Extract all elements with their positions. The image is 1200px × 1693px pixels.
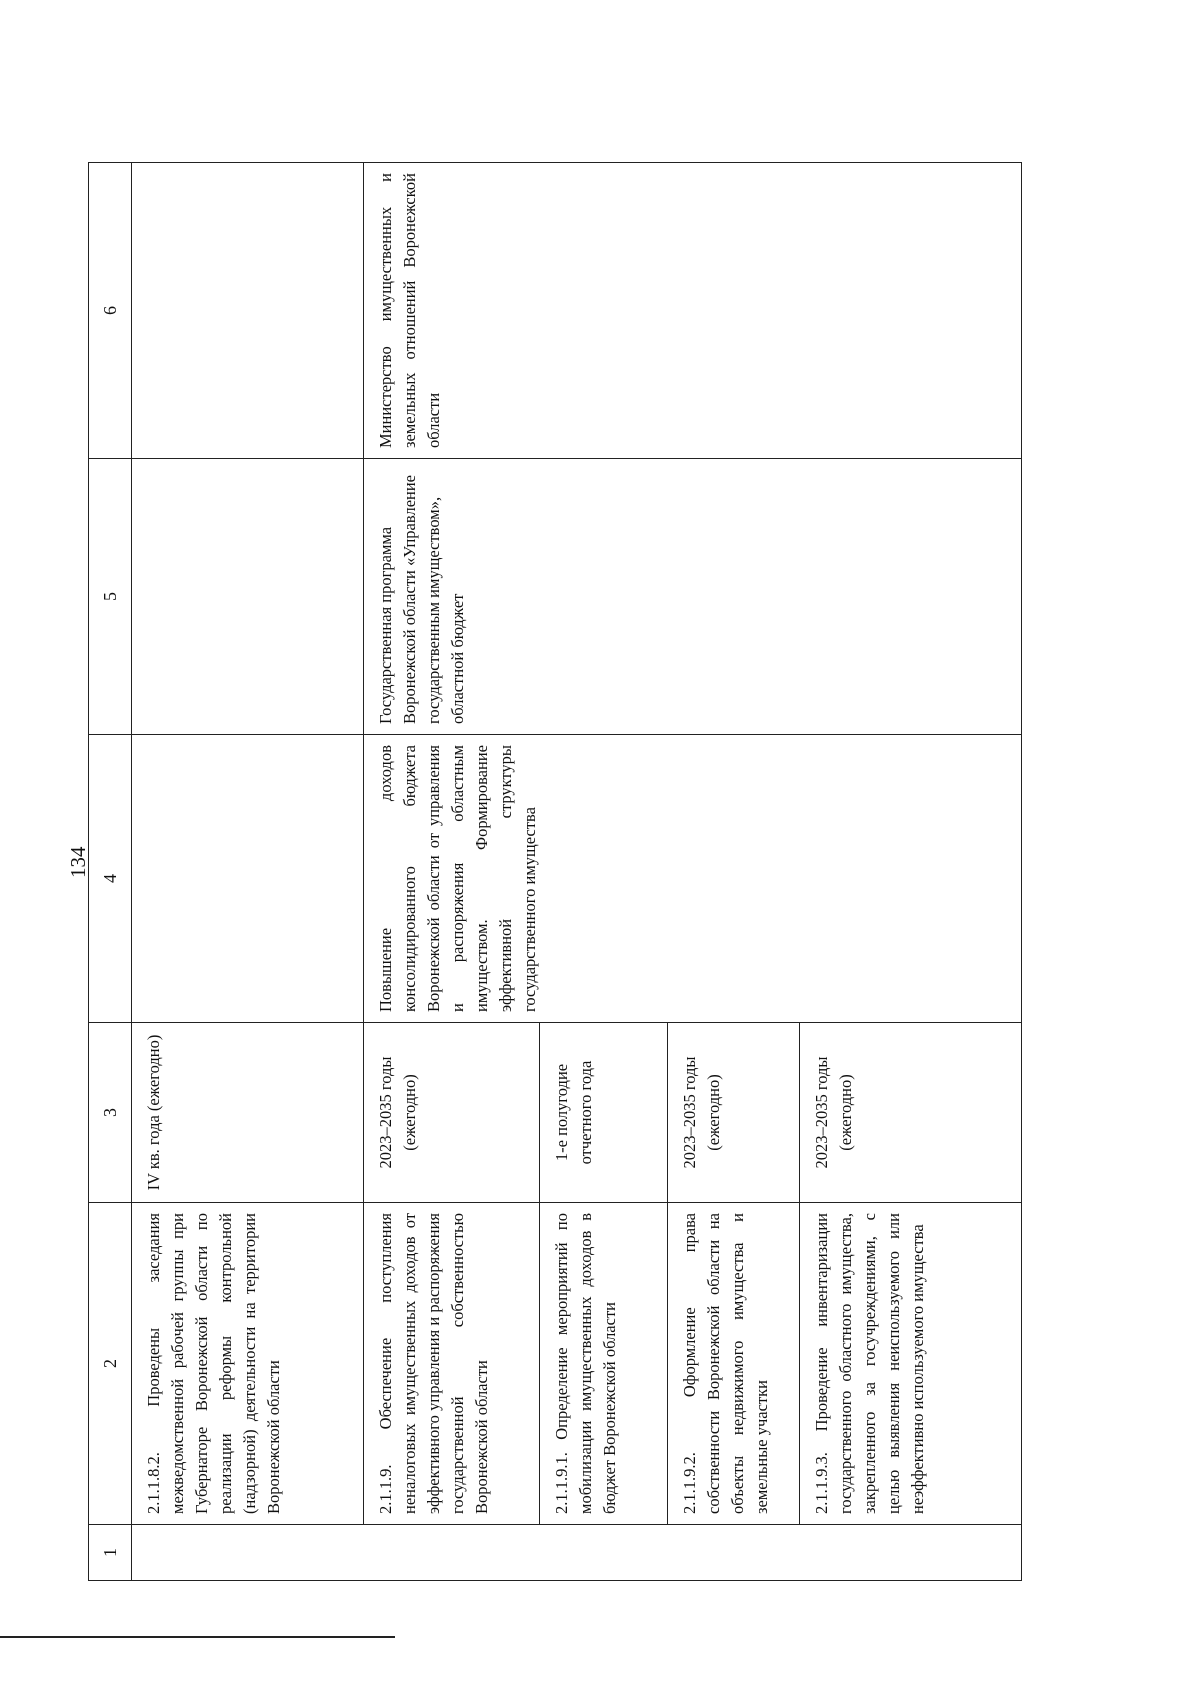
result-text: Повышение доходов консолидированного бюджета Воронежской области от управления и распоряжения областным имуществом. Формирование эффективной структуры государственного имущества bbox=[376, 745, 539, 1012]
responsible-cell bbox=[132, 163, 364, 459]
source-cell bbox=[132, 459, 364, 735]
header-col-5: 5 bbox=[89, 459, 132, 735]
source-text bbox=[132, 459, 148, 734]
measure-cell bbox=[800, 1203, 1022, 1525]
measure-text: 2.1.1.9. Обеспечение поступления неналоговых имущественных доходов от эффективного управления и распоряжения государственной собственностью Воронежской области bbox=[376, 1213, 491, 1514]
header-col-1: 1 bbox=[89, 1525, 132, 1581]
header-col-3: 3 bbox=[89, 1023, 132, 1203]
header-col-4: 4 bbox=[89, 735, 132, 1023]
source-cell bbox=[364, 459, 1022, 735]
term-text: 2023–2035 годы (ежегодно) bbox=[376, 1056, 419, 1169]
term-cell bbox=[668, 1023, 800, 1203]
page-number: 134 bbox=[66, 846, 90, 878]
table-row bbox=[364, 163, 540, 1581]
term-text: 2023–2035 годы (ежегодно) bbox=[812, 1056, 855, 1169]
col1-cell bbox=[132, 1525, 1022, 1581]
measure-cell bbox=[132, 1203, 364, 1525]
measure-text: 2.1.1.8.2. Проведены заседания межведомственной рабочей группы при Губернаторе Воронежской области по реализации реформы контрольной (надзорной) деятельности на территории Воронежской области bbox=[144, 1213, 283, 1514]
result-cell bbox=[132, 735, 364, 1023]
responsible-cell bbox=[364, 163, 1022, 459]
term-text: 2023–2035 годы (ежегодно) bbox=[680, 1056, 723, 1169]
source-text: Государственная программа Воронежской области «Управление государственным имуществом», областной бюджет bbox=[376, 475, 467, 724]
result-cell bbox=[364, 735, 1022, 1023]
term-text: IV кв. года (ежегодно) bbox=[144, 1034, 163, 1191]
responsible-text: Министерство имущественных и земельных отношений Воронежской области bbox=[376, 173, 443, 448]
term-cell bbox=[800, 1023, 1022, 1203]
header-row bbox=[89, 163, 132, 1581]
responsible-text bbox=[132, 163, 148, 458]
term-cell bbox=[364, 1023, 540, 1203]
measure-cell bbox=[364, 1203, 540, 1525]
measures-table bbox=[88, 162, 1022, 1581]
measure-cell bbox=[540, 1203, 668, 1525]
measure-cell bbox=[668, 1203, 800, 1525]
result-text bbox=[132, 735, 148, 1022]
measure-text: 2.1.1.9.1. Определение мероприятий по мобилизации имущественных доходов в бюджет Воронежской области bbox=[552, 1213, 619, 1514]
footnote-rule bbox=[0, 1637, 395, 1639]
measure-text: 2.1.1.9.2. Оформление права собственности Воронежской области на объекты недвижимого имущества и земельные участки bbox=[680, 1213, 771, 1514]
term-cell bbox=[132, 1023, 364, 1203]
header-col-6: 6 bbox=[89, 163, 132, 459]
table-row bbox=[132, 163, 364, 1581]
term-cell bbox=[540, 1023, 668, 1203]
term-text: 1-е полугодие отчетного года bbox=[552, 1060, 595, 1165]
measure-text: 2.1.1.9.3. Проведение инвентаризации государственного областного имущества, закрепленного за госучреждениями, с целью выявления неиспользуемого или неэффективно используемого имущества bbox=[812, 1213, 927, 1514]
header-col-2: 2 bbox=[89, 1203, 132, 1525]
